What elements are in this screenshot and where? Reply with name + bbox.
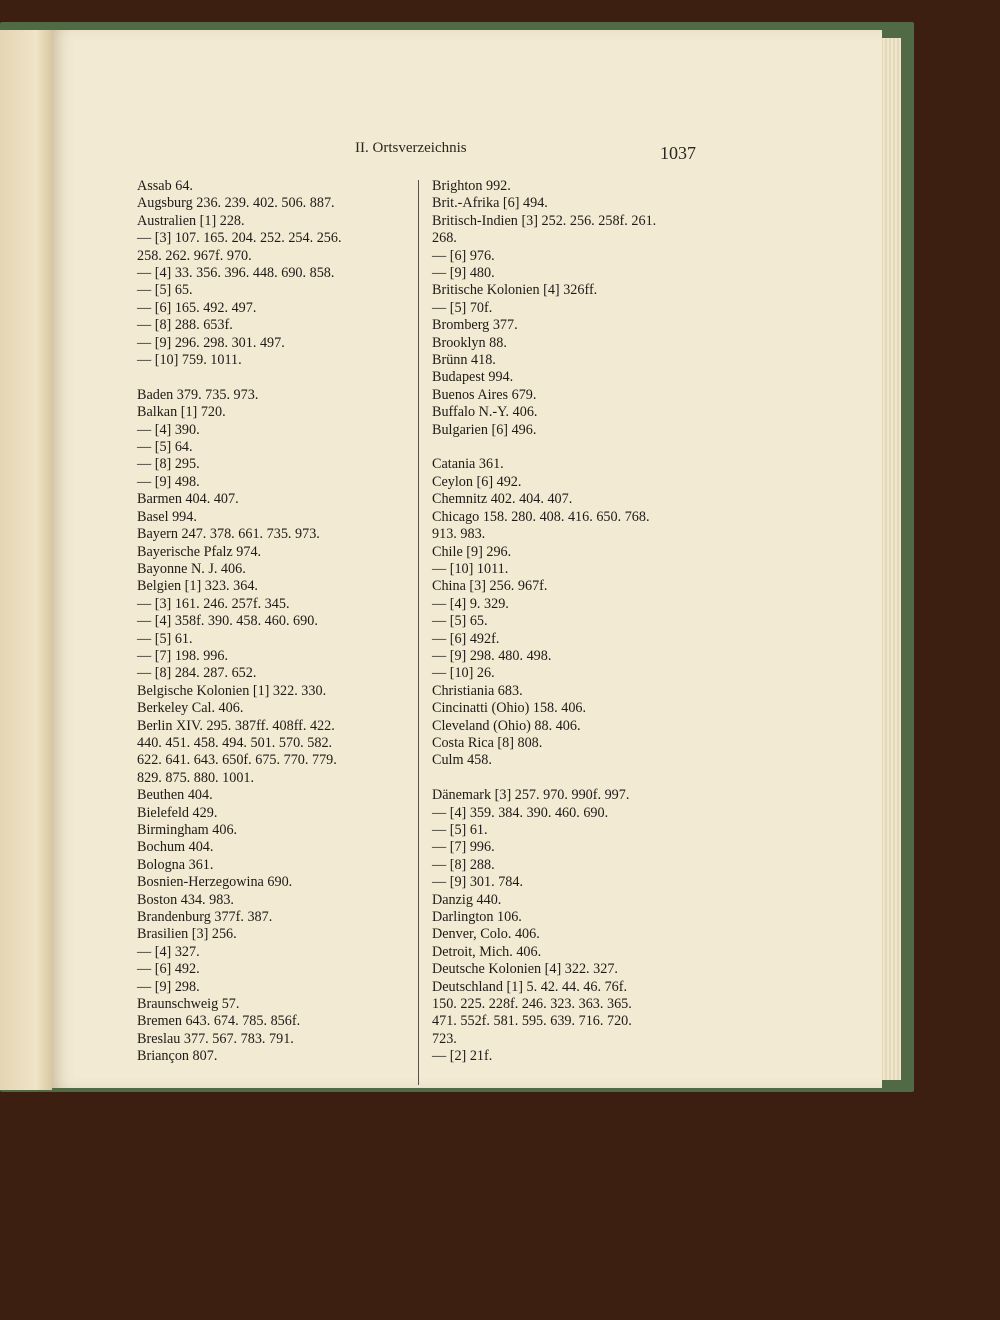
section-gap (432, 770, 717, 787)
index-entry: Australien [1] 228. (137, 212, 245, 229)
index-entry: — [5] 65. (137, 282, 193, 299)
index-entry: — [8] 288. 653f. (137, 317, 233, 334)
index-entry: — [9] 498. (137, 473, 200, 490)
index-entry: — [6] 976. (432, 247, 495, 264)
index-entry: Buffalo N.-Y. 406. (432, 404, 538, 421)
index-entry: — [10] 759. 1011. (137, 352, 242, 369)
index-entry: Bielefeld 429. (137, 804, 218, 821)
index-entry: Bochum 404. (137, 839, 214, 856)
index-column-right (432, 178, 717, 1066)
index-entry: Boston 434. 983. (137, 891, 234, 908)
index-entry: — [4] 358f. 390. 458. 460. 690. (137, 613, 318, 630)
index-entry: — [6] 165. 492. 497. (137, 299, 257, 316)
index-entry: — [9] 480. (432, 265, 495, 282)
index-entry: — [4] 390. (137, 421, 200, 438)
index-entry: 150. 225. 228f. 246. 323. 363. 365. (432, 996, 632, 1013)
index-entry: Balkan [1] 720. (137, 404, 226, 421)
index-entry: 440. 451. 458. 494. 501. 570. 582. (137, 734, 333, 751)
index-entry: 829. 875. 880. 1001. (137, 769, 255, 786)
index-entry: Bayern 247. 378. 661. 735. 973. (137, 526, 320, 543)
index-entry: 471. 552f. 581. 595. 639. 716. 720. (432, 1013, 632, 1030)
index-entry: Berkeley Cal. 406. (137, 700, 244, 717)
section-gap (137, 369, 412, 386)
index-entry: — [4] 327. (137, 943, 200, 960)
index-entry: Culm 458. (432, 752, 492, 769)
index-entry: Braunschweig 57. (137, 996, 240, 1013)
index-entry: Barmen 404. 407. (137, 491, 239, 508)
index-entry: Darlington 106. (432, 909, 522, 926)
index-entry: Brooklyn 88. (432, 334, 507, 351)
index-entry: Brünn 418. (432, 352, 496, 369)
index-entry: Beuthen 404. (137, 787, 213, 804)
index-entry: — [4] 9. 329. (432, 595, 509, 612)
index-entry: Breslau 377. 567. 783. 791. (137, 1030, 294, 1047)
index-entry: Bayonne N. J. 406. (137, 560, 246, 577)
index-entry: Bromberg 377. (432, 317, 518, 334)
index-entry: Cleveland (Ohio) 88. 406. (432, 717, 581, 734)
index-entry: Chile [9] 296. (432, 543, 512, 560)
index-entry: Detroit, Mich. 406. (432, 943, 542, 960)
index-entry: 622. 641. 643. 650f. 675. 770. 779. (137, 752, 337, 769)
index-entry: Briançon 807. (137, 1048, 218, 1065)
index-entry: Dänemark [3] 257. 970. 990f. 997. (432, 787, 630, 804)
index-entry: Christiania 683. (432, 682, 523, 699)
index-entry: Chicago 158. 280. 408. 416. 650. 768. (432, 508, 650, 525)
index-entry: — [10] 26. (432, 665, 495, 682)
index-column-left (137, 178, 412, 1066)
index-entry: Budapest 994. (432, 369, 514, 386)
index-entry: Baden 379. 735. 973. (137, 386, 259, 403)
index-entry: — [8] 288. (432, 856, 495, 873)
index-entry: Britisch-Indien [3] 252. 256. 258f. 261. (432, 212, 657, 229)
index-entry: Deutschland [1] 5. 42. 44. 46. 76f. (432, 978, 628, 995)
section-gap (432, 439, 717, 456)
index-entry: Deutsche Kolonien [4] 322. 327. (432, 961, 618, 978)
index-entry: — [8] 295. (137, 456, 200, 473)
index-entry: Brandenburg 377f. 387. (137, 909, 273, 926)
index-entry: Belgien [1] 323. 364. (137, 578, 258, 595)
index-entry: — [2] 21f. (432, 1048, 493, 1065)
index-entry: Bayerische Pfalz 974. (137, 543, 262, 560)
index-entry: Berlin XIV. 295. 387ff. 408ff. 422. (137, 717, 335, 734)
running-head: II. Ortsverzeichnis (355, 140, 467, 156)
index-entry: Catania 361. (432, 456, 504, 473)
index-entry: Bremen 643. 674. 785. 856f. (137, 1013, 301, 1030)
index-entry: — [5] 65. (432, 613, 488, 630)
index-entry: — [5] 61. (432, 822, 488, 838)
index-entry: — [9] 298. 480. 498. (432, 647, 552, 664)
index-entry: Danzig 440. (432, 891, 502, 908)
index-entry: Buenos Aires 679. (432, 386, 537, 403)
index-entry: Brighton 992. (432, 178, 511, 194)
index-entry: Cincinatti (Ohio) 158. 406. (432, 700, 587, 717)
index-entry: — [4] 359. 384. 390. 460. 690. (432, 804, 609, 821)
index-entry: Basel 994. (137, 508, 197, 525)
index-entry: 913. 983. (432, 526, 486, 543)
index-entry: Augsburg 236. 239. 402. 506. 887. (137, 195, 335, 212)
index-entry: Brasilien [3] 256. (137, 926, 237, 943)
index-entry: — [9] 296. 298. 301. 497. (137, 334, 285, 351)
index-entry: — [6] 492. (137, 961, 200, 978)
index-entry: 723. (432, 1030, 457, 1047)
index-entry: Birmingham 406. (137, 822, 238, 839)
index-entry: Costa Rica [8] 808. (432, 734, 543, 751)
index-entry: — [4] 33. 356. 396. 448. 690. 858. (137, 265, 335, 282)
index-entry: — [7] 996. (432, 839, 495, 856)
index-entry: — [5] 61. (137, 630, 193, 647)
index-entry: Bologna 361. (137, 856, 214, 873)
index-entry: — [3] 107. 165. 204. 252. 254. 256. (137, 230, 342, 247)
index-entry: Ceylon [6] 492. (432, 473, 522, 490)
index-entry: Bulgarien [6] 496. (432, 421, 537, 438)
index-entry: 268. (432, 230, 457, 247)
index-entry: Bosnien-Herzegowina 690. (137, 874, 293, 891)
page-number: 1037 (660, 143, 696, 163)
index-entry: — [5] 64. (137, 439, 193, 456)
index-entry: — [7] 198. 996. (137, 647, 229, 664)
index-entry: Denver, Colo. 406. (432, 926, 540, 943)
index-entry: — [8] 284. 287. 652. (137, 665, 257, 682)
index-entry: — [9] 298. (137, 978, 200, 995)
index-entry: Assab 64. (137, 178, 193, 194)
index-entry: Belgische Kolonien [1] 322. 330. (137, 682, 327, 699)
index-entry: — [5] 70f. (432, 299, 493, 316)
index-entry: — [3] 161. 246. 257f. 345. (137, 595, 290, 612)
column-divider (418, 180, 419, 1085)
index-entry: Brit.-Afrika [6] 494. (432, 195, 548, 212)
index-entry: — [10] 1011. (432, 560, 509, 577)
index-entry: — [9] 301. 784. (432, 874, 524, 891)
left-page-edge (0, 30, 52, 1090)
index-entry: — [6] 492f. (432, 630, 500, 647)
index-entry: Britische Kolonien [4] 326ff. (432, 282, 598, 299)
index-entry: 258. 262. 967f. 970. (137, 247, 252, 264)
index-entry: China [3] 256. 967f. (432, 578, 548, 595)
index-entry: Chemnitz 402. 404. 407. (432, 491, 573, 508)
